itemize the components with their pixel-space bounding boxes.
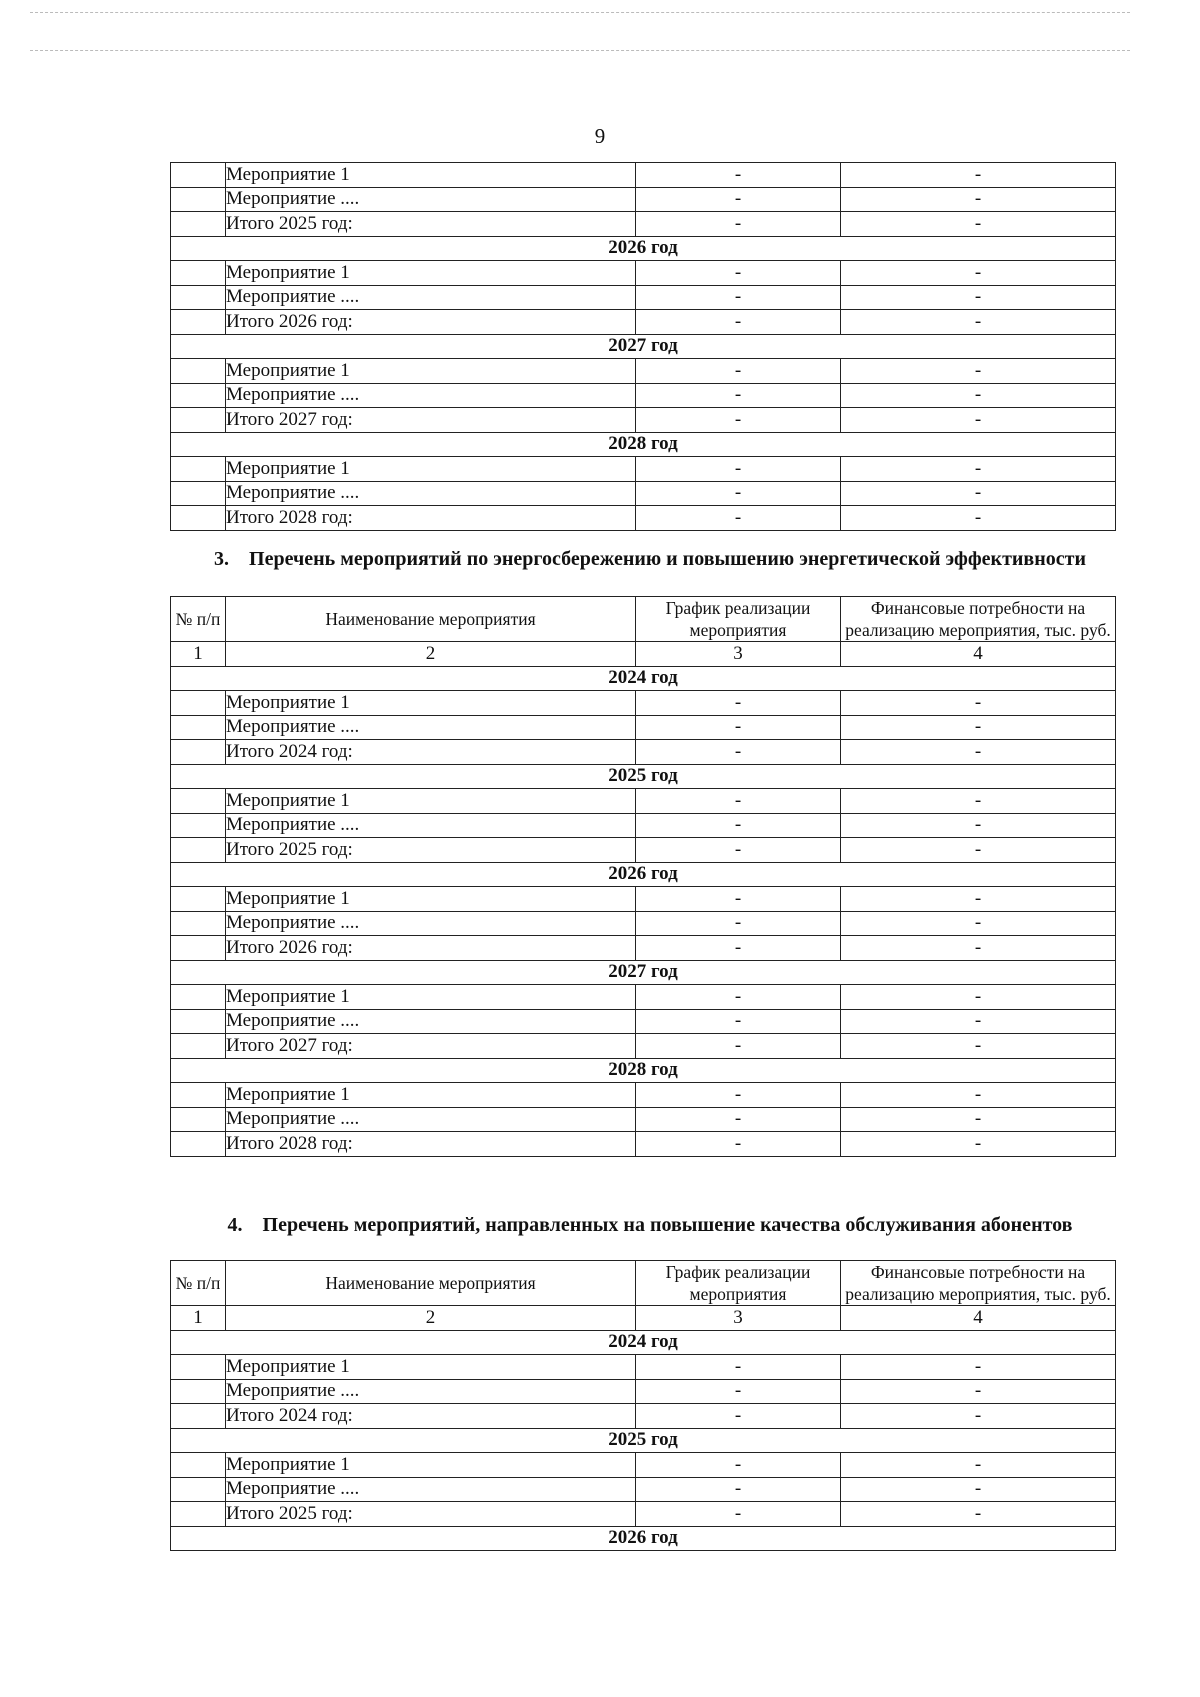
row-number-cell [171,985,226,1010]
table-row [171,887,1116,912]
table-row [171,506,1116,531]
dash-cell: - [636,1404,841,1429]
dash-cell: - [841,506,1116,531]
dash-cell: - [636,1453,841,1478]
dash-cell: - [636,163,841,188]
year-row [171,1058,1116,1083]
table-row [171,813,1116,838]
table-row [171,1379,1116,1404]
dash-cell: - [636,285,841,310]
dash-cell: - [841,838,1116,863]
dash-cell: - [636,1083,841,1108]
table-row [171,285,1116,310]
year-label: 2024 год [171,1330,1116,1355]
table-row [171,1132,1116,1157]
column-number-cell: 2 [226,1306,636,1331]
row-number-cell [171,715,226,740]
table-row [171,1355,1116,1380]
dash-cell: - [636,1502,841,1527]
dash-cell: - [841,1453,1116,1478]
table-row [171,1477,1116,1502]
row-number-cell [171,1379,226,1404]
dash-cell: - [636,1034,841,1059]
column-header-schedule: График реализации мероприятия [636,597,841,642]
year-label: 2028 год [171,432,1116,457]
row-number-cell [171,911,226,936]
measure-name: Мероприятие 1 [226,163,636,188]
year-row [171,1330,1116,1355]
year-label: 2025 год [171,764,1116,789]
table-row [171,408,1116,433]
total-label: Итого 2025 год: [226,838,636,863]
row-number-cell [171,691,226,716]
table-row [171,359,1116,384]
column-number-cell: 3 [636,642,841,667]
dash-cell: - [636,506,841,531]
year-label: 2028 год [171,1058,1116,1083]
measure-name: Мероприятие .... [226,481,636,506]
total-label: Итого 2024 год: [226,740,636,765]
column-number-row [171,642,1116,667]
dash-cell: - [841,691,1116,716]
table-row [171,936,1116,961]
dash-cell: - [841,163,1116,188]
column-number-cell: 4 [841,642,1116,667]
row-number-cell [171,1107,226,1132]
measure-name: Мероприятие 1 [226,261,636,286]
year-row [171,334,1116,359]
dash-cell: - [636,1477,841,1502]
table-row [171,740,1116,765]
dash-cell: - [841,813,1116,838]
year-row [171,432,1116,457]
measure-name: Мероприятие 1 [226,887,636,912]
dash-cell: - [841,887,1116,912]
year-row [171,1428,1116,1453]
section-4-title: 4. Перечень мероприятий, направленных на повышение качества обслуживания абонентов [227,1214,1073,1236]
dash-cell: - [841,187,1116,212]
dash-cell: - [841,1107,1116,1132]
measure-name: Мероприятие 1 [226,457,636,482]
measure-name: Мероприятие .... [226,285,636,310]
row-number-cell [171,1355,226,1380]
row-number-cell [171,1404,226,1429]
dash-cell: - [841,1034,1116,1059]
dash-cell: - [636,691,841,716]
table-section-3 [170,596,1116,1157]
table-row [171,261,1116,286]
row-number-cell [171,838,226,863]
dash-cell: - [636,187,841,212]
dash-cell: - [636,1107,841,1132]
table-row [171,838,1116,863]
row-number-cell [171,1034,226,1059]
total-label: Итого 2028 год: [226,1132,636,1157]
dash-cell: - [841,1477,1116,1502]
table-row [171,1453,1116,1478]
measure-name: Мероприятие .... [226,911,636,936]
row-number-cell [171,506,226,531]
table-row [171,1034,1116,1059]
year-label: 2027 год [171,334,1116,359]
row-number-cell [171,383,226,408]
row-number-cell [171,740,226,765]
year-label: 2026 год [171,862,1116,887]
row-number-cell [171,261,226,286]
column-number-cell: 4 [841,1306,1116,1331]
year-label: 2025 год [171,1428,1116,1453]
year-row [171,862,1116,887]
year-row [171,960,1116,985]
dash-cell: - [636,813,841,838]
table-row [171,691,1116,716]
row-number-cell [171,813,226,838]
dash-cell: - [841,1083,1116,1108]
column-number-row [171,1306,1116,1331]
dash-cell: - [636,1009,841,1034]
column-number-cell: 3 [636,1306,841,1331]
dash-cell: - [636,1132,841,1157]
dash-cell: - [636,481,841,506]
measure-name: Мероприятие 1 [226,359,636,384]
column-header-finance: Финансовые потребности на реализацию мероприятия, тыс. руб. [841,597,1116,642]
dash-cell: - [636,887,841,912]
scan-artifact-line [30,12,1130,13]
table-row [171,163,1116,188]
dash-cell: - [636,911,841,936]
column-header-number: № п/п [171,1261,226,1306]
dash-cell: - [841,212,1116,237]
measure-name: Мероприятие .... [226,383,636,408]
column-header-finance: Финансовые потребности на реализацию мероприятия, тыс. руб. [841,1261,1116,1306]
measure-name: Мероприятие .... [226,813,636,838]
row-number-cell [171,1502,226,1527]
column-header-schedule: График реализации мероприятия [636,1261,841,1306]
dash-cell: - [841,1355,1116,1380]
measure-name: Мероприятие .... [226,187,636,212]
dash-cell: - [841,1404,1116,1429]
dash-cell: - [636,715,841,740]
year-label: 2026 год [171,1526,1116,1551]
year-row [171,666,1116,691]
measure-name: Мероприятие .... [226,1009,636,1034]
row-number-cell [171,285,226,310]
table-row [171,1009,1116,1034]
column-header-number: № п/п [171,597,226,642]
row-number-cell [171,187,226,212]
row-number-cell [171,1083,226,1108]
row-number-cell [171,1132,226,1157]
total-label: Итого 2026 год: [226,936,636,961]
dash-cell: - [636,1355,841,1380]
dash-cell: - [841,1502,1116,1527]
dash-cell: - [636,936,841,961]
total-label: Итого 2025 год: [226,212,636,237]
table-row [171,481,1116,506]
dash-cell: - [841,1009,1116,1034]
dash-cell: - [636,261,841,286]
table-row [171,1502,1116,1527]
dash-cell: - [636,838,841,863]
measure-name: Мероприятие 1 [226,1453,636,1478]
row-number-cell [171,163,226,188]
table-row [171,212,1116,237]
measure-name: Мероприятие .... [226,715,636,740]
dash-cell: - [841,911,1116,936]
dash-cell: - [636,359,841,384]
row-number-cell [171,310,226,335]
dash-cell: - [841,310,1116,335]
dash-cell: - [841,789,1116,814]
column-header-name: Наименование мероприятия [226,1261,636,1306]
column-number-cell: 1 [171,1306,226,1331]
total-label: Итого 2028 год: [226,506,636,531]
table-row [171,1107,1116,1132]
column-number-cell: 1 [171,642,226,667]
table-row [171,1404,1116,1429]
dash-cell: - [841,985,1116,1010]
row-number-cell [171,1009,226,1034]
page-number: 9 [594,124,606,148]
year-label: 2027 год [171,960,1116,985]
year-row [171,1526,1116,1551]
year-label: 2026 год [171,236,1116,261]
row-number-cell [171,1477,226,1502]
year-row [171,236,1116,261]
measure-name: Мероприятие .... [226,1107,636,1132]
row-number-cell [171,408,226,433]
measure-name: Мероприятие 1 [226,1355,636,1380]
scan-artifact-line [30,50,1130,51]
row-number-cell [171,789,226,814]
dash-cell: - [636,985,841,1010]
section-3-title: 3. Перечень мероприятий по энергосбережению и повышению энергетической эффективности [214,548,1086,570]
table-row [171,789,1116,814]
dash-cell: - [841,1379,1116,1404]
row-number-cell [171,359,226,384]
dash-cell: - [636,212,841,237]
table-row [171,187,1116,212]
dash-cell: - [841,383,1116,408]
dash-cell: - [841,261,1116,286]
row-number-cell [171,457,226,482]
table-row [171,457,1116,482]
row-number-cell [171,1453,226,1478]
header-row [171,1261,1116,1306]
dash-cell: - [636,383,841,408]
total-label: Итого 2024 год: [226,1404,636,1429]
year-row [171,764,1116,789]
measure-name: Мероприятие .... [226,1379,636,1404]
row-number-cell [171,887,226,912]
dash-cell: - [636,310,841,335]
table-continuation [170,162,1116,531]
total-label: Итого 2026 год: [226,310,636,335]
table-row [171,985,1116,1010]
dash-cell: - [841,457,1116,482]
dash-cell: - [636,457,841,482]
row-number-cell [171,212,226,237]
total-label: Итого 2027 год: [226,1034,636,1059]
row-number-cell [171,936,226,961]
column-number-cell: 2 [226,642,636,667]
table-row [171,310,1116,335]
measure-name: Мероприятие 1 [226,985,636,1010]
measure-name: Мероприятие 1 [226,1083,636,1108]
column-header-name: Наименование мероприятия [226,597,636,642]
header-row [171,597,1116,642]
table-row [171,383,1116,408]
dash-cell: - [841,1132,1116,1157]
measure-name: Мероприятие 1 [226,691,636,716]
dash-cell: - [841,285,1116,310]
dash-cell: - [841,740,1116,765]
table-row [171,1083,1116,1108]
dash-cell: - [636,408,841,433]
dash-cell: - [841,359,1116,384]
table-row [171,715,1116,740]
dash-cell: - [636,789,841,814]
row-number-cell [171,481,226,506]
measure-name: Мероприятие .... [226,1477,636,1502]
dash-cell: - [841,936,1116,961]
dash-cell: - [636,740,841,765]
total-label: Итого 2027 год: [226,408,636,433]
table-section-4 [170,1260,1116,1551]
dash-cell: - [841,408,1116,433]
total-label: Итого 2025 год: [226,1502,636,1527]
dash-cell: - [841,481,1116,506]
table-row [171,911,1116,936]
measure-name: Мероприятие 1 [226,789,636,814]
dash-cell: - [636,1379,841,1404]
year-label: 2024 год [171,666,1116,691]
dash-cell: - [841,715,1116,740]
